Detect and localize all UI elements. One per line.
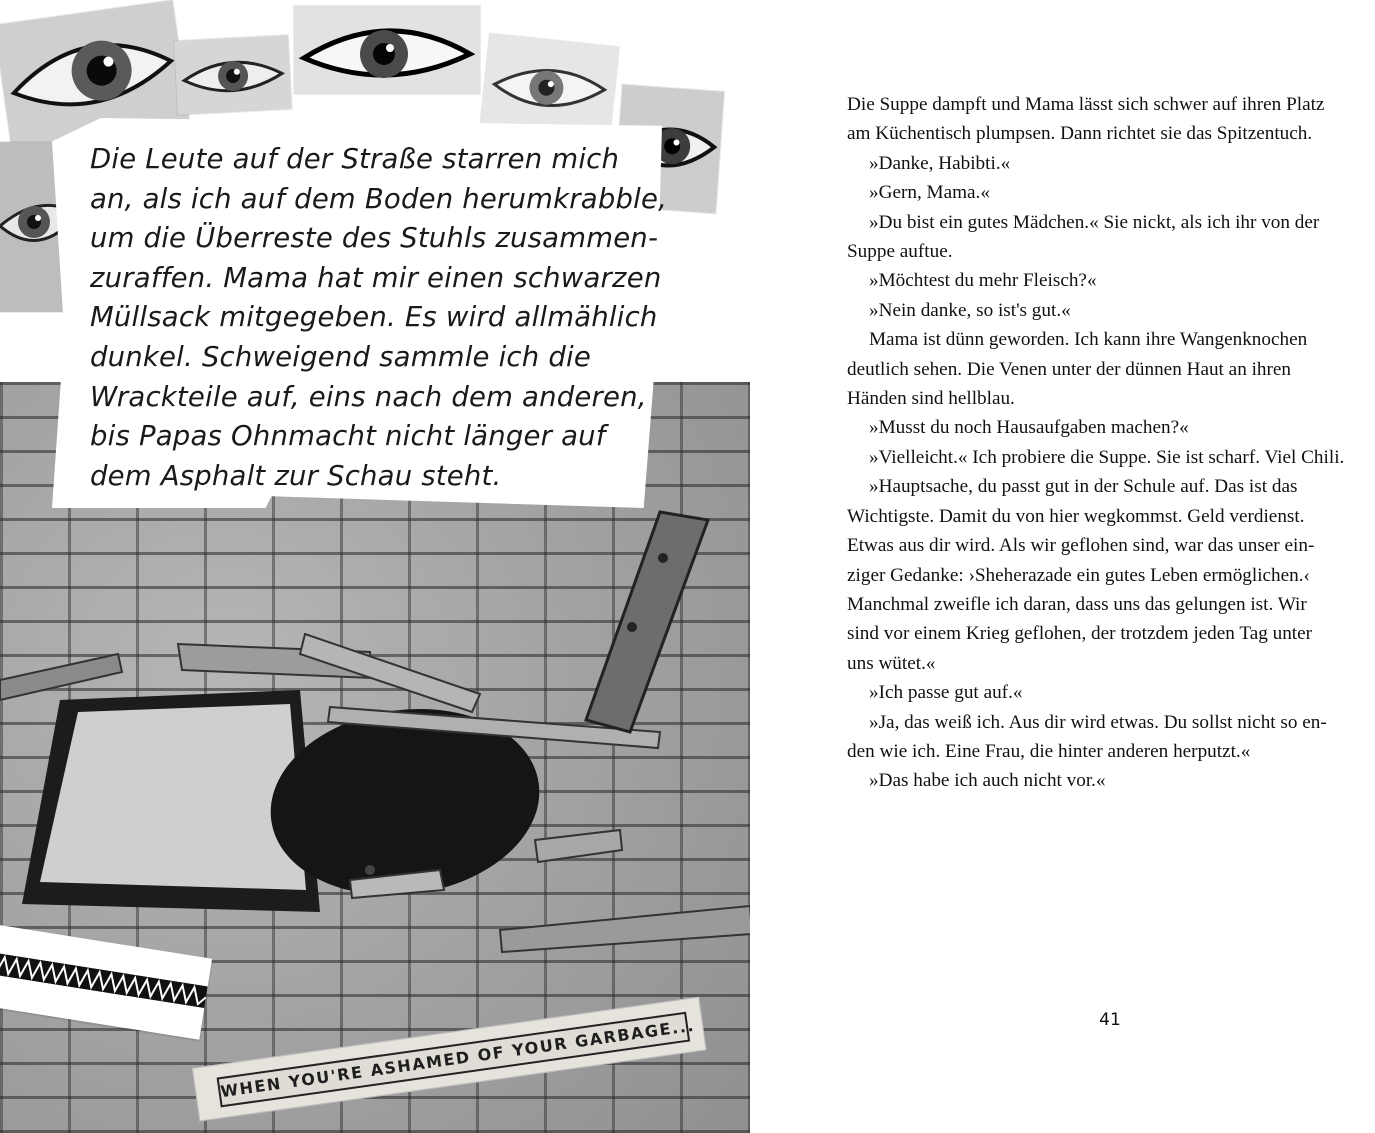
paragraph — [847, 296, 1372, 325]
note-line: zuraffen. Mama hat mir einen schwarzen — [90, 261, 662, 294]
screw — [365, 865, 375, 875]
text-line: am Küchentisch plumpsen. Dann richtet sie das Spitzentuch. — [847, 123, 1313, 145]
paragraph — [847, 90, 1372, 149]
page-number: 41 — [1099, 1010, 1121, 1030]
text-line: den wie ich. Eine Frau, die hinter anderen herputzt.« — [847, 740, 1251, 762]
note-line: an, als ich auf dem Boden herumkrabble, — [90, 182, 668, 215]
screw — [627, 622, 637, 632]
note-line: Müllsack mitgegeben. Es wird allmählich — [90, 301, 658, 334]
body-text — [847, 90, 1372, 796]
paragraph — [847, 325, 1372, 413]
note-line: bis Papas Ohnmacht nicht länger auf — [90, 420, 606, 453]
text-line: »Du bist ein gutes Mädchen.« Sie nickt, als ich ihr von der — [869, 211, 1320, 233]
paragraph — [847, 178, 1372, 207]
chair-leg — [500, 906, 750, 952]
text-line: Mama ist dünn geworden. Ich kann ihre Wangenknochen — [869, 329, 1308, 351]
text-line: »Ja, das weiß ich. Aus dir wird etwas. Du sollst nicht so en- — [869, 711, 1327, 733]
text-line: Etwas aus dir wird. Als wir geflohen sind, war das unser ein- — [847, 535, 1315, 557]
text-line: Die Suppe dampft und Mama lässt sich schwer auf ihren Platz — [847, 94, 1325, 115]
text-line: »Musst du noch Hausaufgaben machen?« — [869, 417, 1189, 439]
paragraph — [847, 766, 1372, 795]
paragraph — [847, 443, 1372, 472]
chair-leg — [535, 830, 622, 862]
text-line: »Vielleicht.« Ich probiere die Suppe. Sie ist scharf. Viel Chili. — [869, 446, 1345, 468]
text-line: »Ich passe gut auf.« — [869, 682, 1023, 704]
note-line: dem Asphalt zur Schau steht. — [90, 459, 502, 492]
text-line: »Das habe ich auch nicht vor.« — [869, 770, 1106, 792]
paragraph — [847, 149, 1372, 178]
eye-photo-icon — [174, 35, 292, 115]
text-line: Wichtigste. Damit du von hier wegkommst. Geld verdienst. — [847, 505, 1305, 527]
text-line: »Gern, Mama.« — [869, 182, 990, 204]
paragraph — [847, 678, 1372, 707]
garbage-label: WHEN YOU'RE ASHAMED OF YOUR GARBAGE... — [217, 1012, 691, 1108]
paragraph — [847, 708, 1372, 767]
text-line: deutlich sehen. Die Venen unter der dünnen Haut an ihren — [847, 358, 1292, 380]
screw — [658, 553, 668, 563]
text-line: »Hauptsache, du passt gut in der Schule auf. Das ist das — [869, 476, 1298, 498]
text-line: uns wütet.« — [847, 652, 936, 674]
note-line: Die Leute auf der Straße starren mich — [90, 143, 620, 175]
text-line: ziger Gedanke: ›Sheherazade ein gutes Leben ermöglichen.‹ — [847, 564, 1310, 586]
paragraph — [847, 266, 1372, 295]
chair-leg — [586, 512, 708, 732]
text-line: »Danke, Habibti.« — [869, 152, 1011, 174]
paragraph — [847, 208, 1372, 267]
note-line: um die Überreste des Stuhls zusammen- — [90, 222, 659, 255]
text-line: sind vor einem Krieg geflohen, der trotzdem jeden Tag unter — [847, 623, 1313, 645]
note-line: Wrackteile auf, eins nach dem anderen, — [90, 380, 647, 413]
text-line: »Nein danke, so ist's gut.« — [869, 299, 1071, 321]
paragraph — [847, 472, 1372, 678]
chair-seat-board — [40, 704, 306, 890]
text-line: »Möchtest du mehr Fleisch?« — [869, 270, 1097, 292]
handwritten-note — [90, 140, 668, 496]
chair-plank — [0, 654, 122, 700]
zigzag-icon — [0, 950, 208, 1008]
paragraph — [847, 413, 1372, 442]
text-line: Suppe auftue. — [847, 241, 953, 263]
text-page — [750, 0, 1375, 1133]
note-line: dunkel. Schweigend sammle ich die — [90, 340, 591, 373]
text-line: Manchmal zweifle ich daran, dass uns das gelungen ist. Wir — [847, 593, 1307, 615]
eye-photo-icon — [294, 6, 480, 94]
text-line: Händen sind hellblau. — [847, 388, 1015, 410]
